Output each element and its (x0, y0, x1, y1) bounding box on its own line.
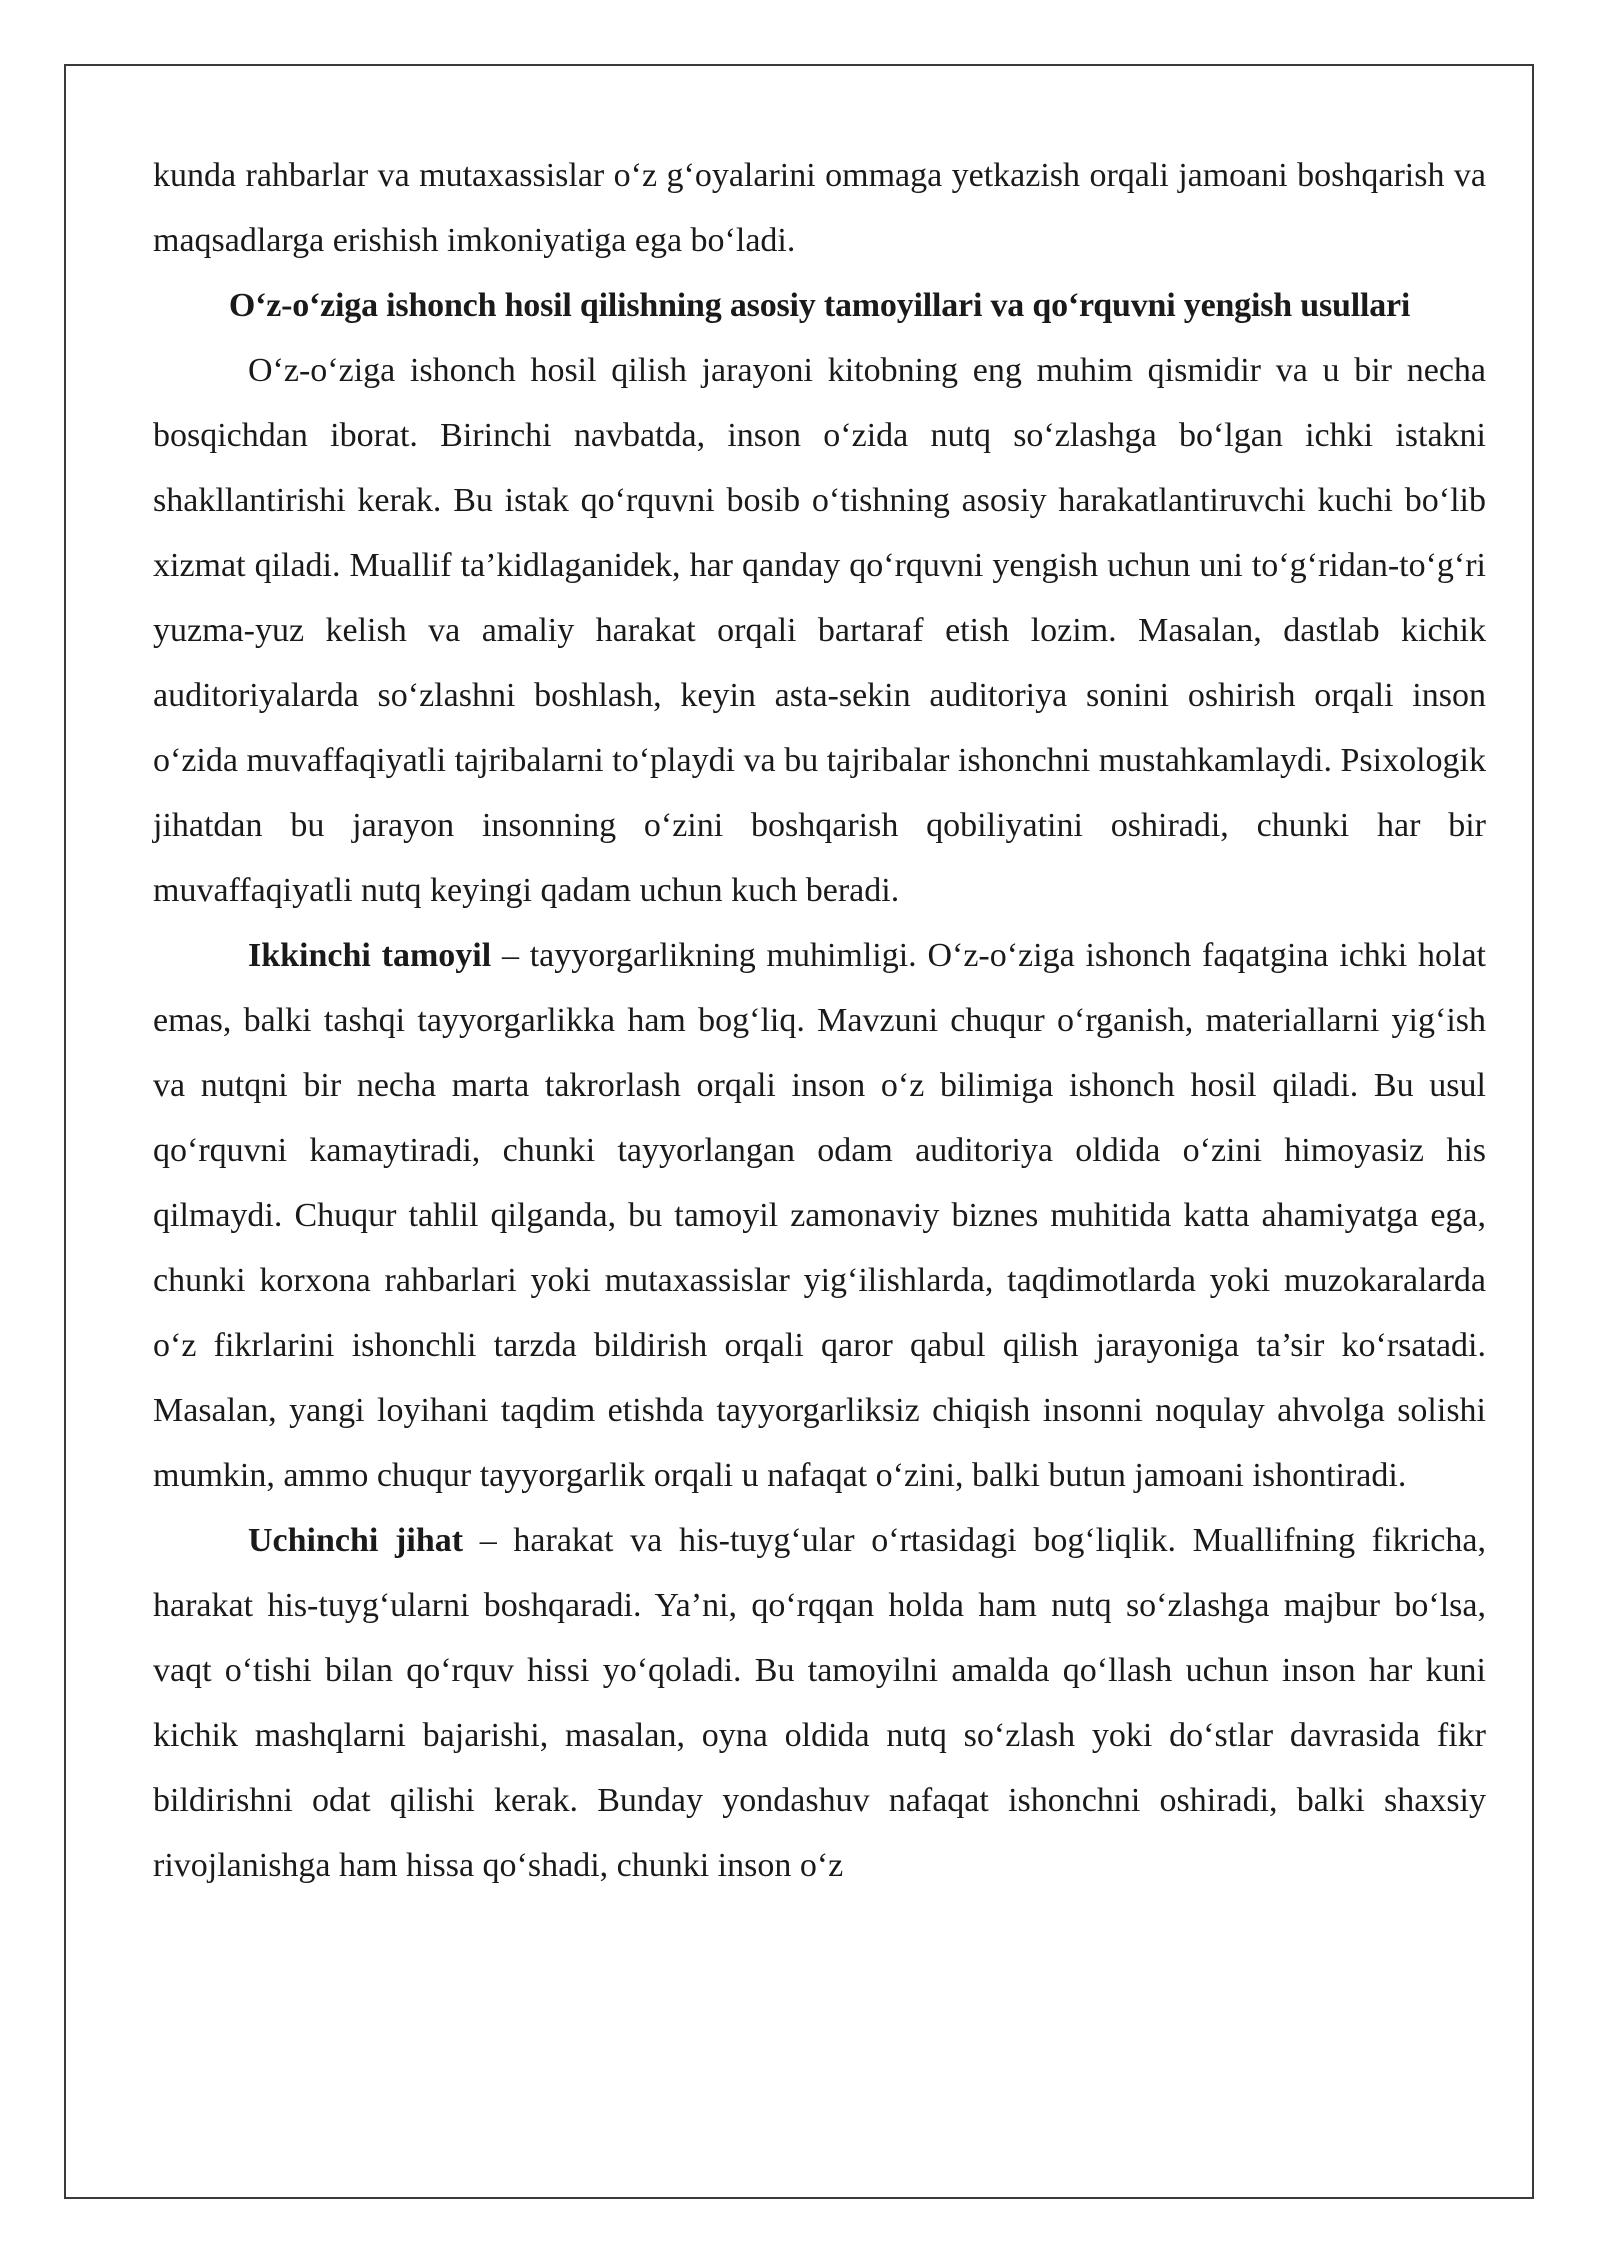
paragraph-4 (153, 1508, 1486, 1898)
paragraph-3-text: – tayyorgarlikning muhimligi. O‘z-o‘ziga ishonch faqatgina ichki holat emas, balki tashqi tayyorgarlikka ham bog‘liq. Mavzuni chuqur o‘rganish, materiallarni yig‘ish va nutqni bir necha marta takrorlash orqali inson o‘z bilimiga ishonch hosil qiladi. Bu usul qo‘rquvni kamaytiradi, chunki tayyorlangan odam auditoriya oldida o‘zini himoyasiz his qilmaydi. Chuqur tahlil qilganda, bu tamoyil zamonaviy biznes muhitida katta ahamiyatga ega, chunki korxona rahbarlari yoki mutaxassislar yig‘ilishlarda, taqdimotlarda yoki muzokaralarda o‘z fikrlarini ishonchli tarzda bildirish orqali qaror qabul qilish jarayoniga ta’sir ko‘rsatadi. Masalan, yangi loyihani taqdim etishda tayyorgarliksiz chiqish insonni noqulay ahvolga solishi mumkin, ammo chuqur tayyorgarlik orqali u nafaqat o‘zini, balki butun jamoani ishontiradi. (153, 937, 1487, 1494)
paragraph-4-lead: Uchinchi jihat (248, 1522, 464, 1559)
section-heading: O‘z-o‘ziga ishonch hosil qilishning asosiy tamoyillari va qo‘rquvni yengish usullari (228, 287, 1411, 324)
paragraph-3-lead: Ikkinchi tamoyil (248, 937, 492, 974)
paragraph-2: O‘z-o‘ziga ishonch hosil qilish jarayoni kitobning eng muhim qismidir va u bir necha bosqichdan iborat. Birinchi navbatda, inson o‘zida nutq so‘zlashga bo‘lgan ichki istakni shakllantirishi kerak. Bu istak qo‘rquvni bosib o‘tishning asosiy harakatlantiruvchi kuchi bo‘lib xizmat qiladi. Muallif ta’kidlaganidek, har qanday qo‘rquvni yengish uchun uni to‘g‘ridan-to‘g‘ri yuzma-yuz kelish va amaliy harakat orqali bartaraf etish lozim. Masalan, dastlab kichik auditoriyalarda so‘zlashni boshlash, keyin asta-sekin auditoriya sonini oshirish orqali inson o‘zida muvaffaqiyatli tajribalarni to‘playdi va bu tajribalar ishonchni mustahkamlaydi. Psixologik jihatdan bu jarayon insonning o‘zini boshqarish qobiliyatini oshiradi, chunki har bir muvaffaqiyatli nutq keyingi qadam uchun kuch beradi. (153, 352, 1486, 909)
paragraph-3 (153, 923, 1486, 1508)
paragraph-1: kunda rahbarlar va mutaxassislar o‘z g‘oyalarini ommaga yetkazish orqali jamoani boshqarish va maqsadlarga erishish imkoniyatiga ega bo‘ladi. (153, 157, 1486, 259)
paragraph-4-text: – harakat va his-tuyg‘ular o‘rtasidagi bog‘liqlik. Muallifning fikricha, harakat his-tuyg‘ularni boshqaradi. Ya’ni, qo‘rqqan holda ham nutq so‘zlashga majbur bo‘lsa, vaqt o‘tishi bilan qo‘rquv hissi yo‘qoladi. Bu tamoyilni amalda qo‘llash uchun inson har kuni kichik mashqlarni bajarishi, masalan, oyna oldida nutq so‘zlash yoki do‘stlar davrasida fikr bildirishni odat qilishi kerak. Bunday yondashuv nafaqat ishonchni oshiradi, balki shaxsiy rivojlanishga ham hissa qo‘shadi, chunki inson o‘z (153, 1522, 1486, 1884)
document-body (153, 143, 1486, 1898)
